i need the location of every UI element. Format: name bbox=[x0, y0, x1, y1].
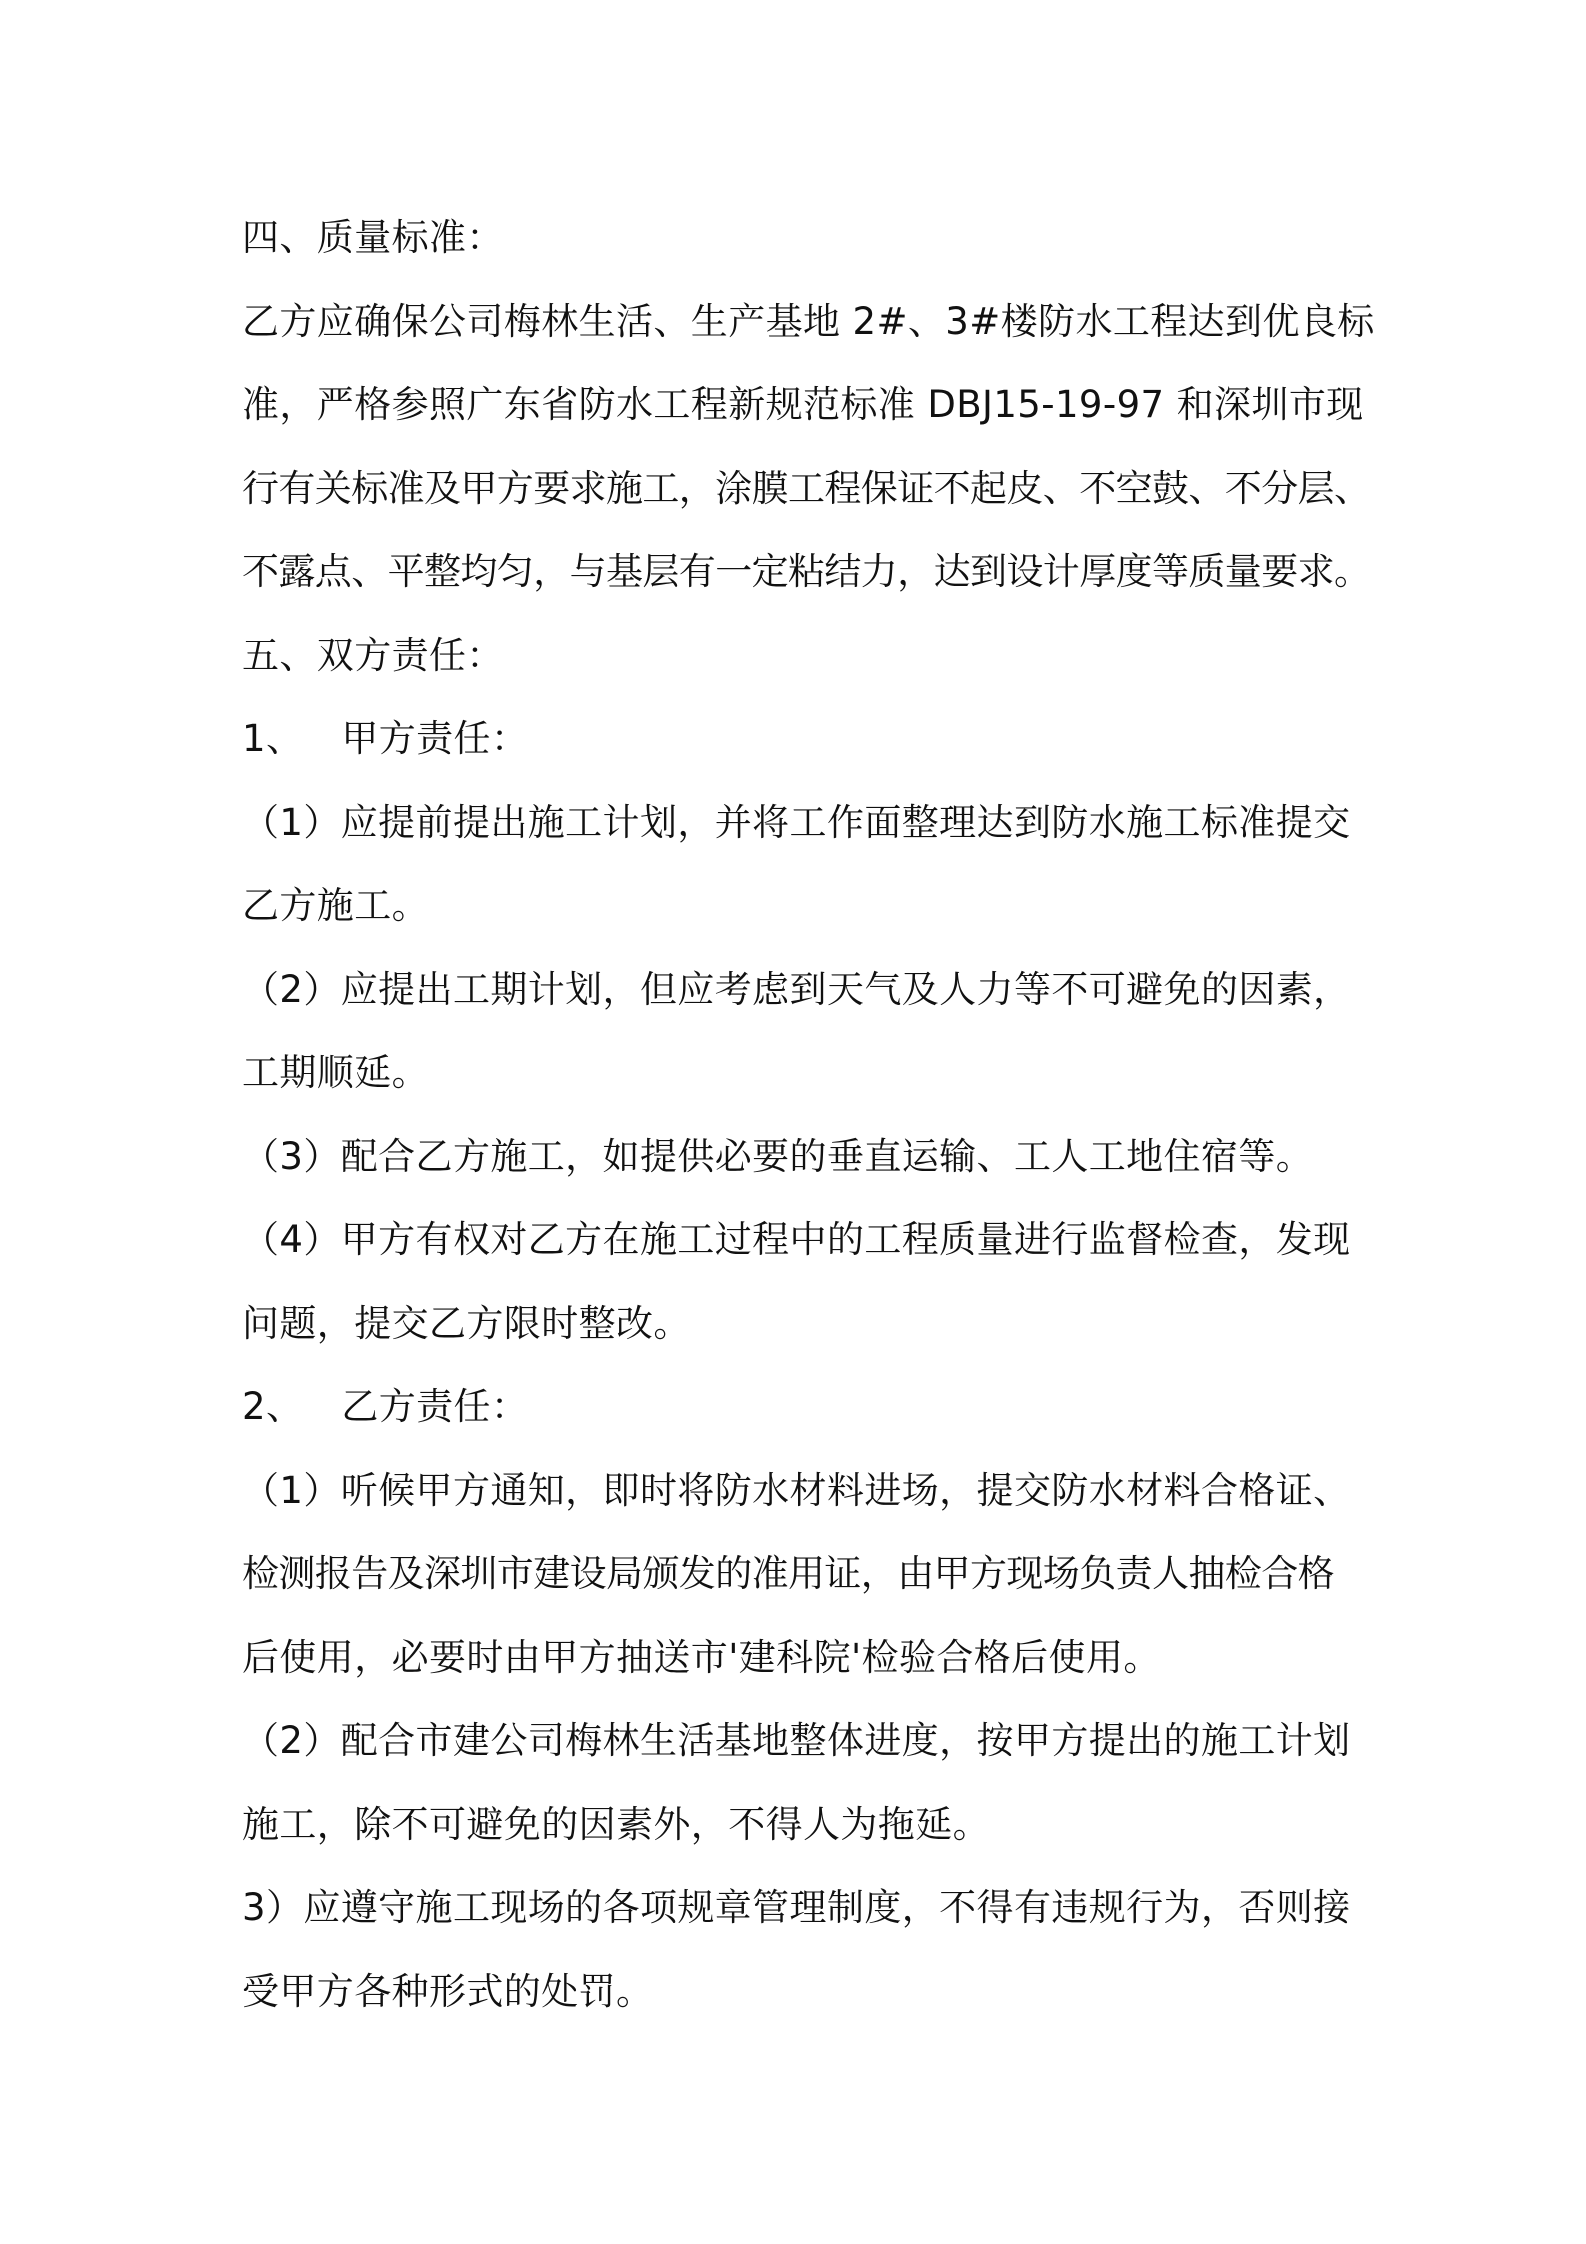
section-heading-quality-standard: 四、质量标准： bbox=[242, 216, 504, 259]
party-b-line-7: 受甲方各种形式的处罚。 bbox=[242, 1969, 654, 2013]
quality-paragraph-line-2: 准，严格参照广东省防水工程新规范标准 DBJ15-19-97 和深圳市现 bbox=[242, 383, 1364, 426]
quality-paragraph-line-4: 不露点、平整均匀，与基层有一定粘结力，达到设计厚度等质量要求。 bbox=[242, 550, 1371, 593]
party-b-line-1: （1）听候甲方通知，即时将防水材料进场，提交防水材料合格证、 bbox=[242, 1468, 1351, 1512]
party-b-line-2: 检测报告及深圳市建设局颁发的准用证，由甲方现场负责人抽检合格 bbox=[242, 1552, 1334, 1595]
party-a-line-3: （2）应提出工期计划，但应考虑到天气及人力等不可避免的因素， bbox=[242, 967, 1351, 1011]
quality-paragraph-line-3: 行有关标准及甲方要求施工，涂膜工程保证不起皮、不空鼓、不分层、 bbox=[242, 466, 1371, 510]
party-b-title: 乙方责任： bbox=[341, 1385, 529, 1428]
party-a-number: 1、 bbox=[242, 717, 304, 760]
party-a-line-4: 工期顺延。 bbox=[242, 1051, 429, 1094]
party-b-line-6: 3）应遵守施工现场的各项规章管理制度，不得有违规行为，否则接 bbox=[242, 1886, 1351, 1929]
party-b-number: 2、 bbox=[242, 1385, 304, 1428]
party-b-heading bbox=[242, 1365, 1352, 1449]
party-a-line-7: 问题，提交乙方限时整改。 bbox=[242, 1301, 691, 1345]
party-a-heading bbox=[242, 697, 1352, 781]
party-a-line-1: （1）应提前提出施工计划，并将工作面整理达到防水施工标准提交 bbox=[242, 800, 1351, 844]
party-a-line-2: 乙方施工。 bbox=[242, 884, 429, 927]
party-a-line-6: （4）甲方有权对乙方在施工过程中的工程质量进行监督检查，发现 bbox=[242, 1218, 1351, 1261]
document-body bbox=[242, 196, 1375, 2033]
party-a-line-5: （3）配合乙方施工，如提供必要的垂直运输、工人工地住宿等。 bbox=[242, 1134, 1314, 1178]
party-a-title: 甲方责任： bbox=[341, 717, 529, 760]
section-heading-responsibilities: 五、双方责任： bbox=[242, 633, 504, 677]
party-b-line-3: 后使用，必要时由甲方抽送市'建科院'检验合格后使用。 bbox=[242, 1635, 1161, 1679]
party-b-line-4: （2）配合市建公司梅林生活基地整体进度，按甲方提出的施工计划 bbox=[242, 1719, 1351, 1762]
party-b-line-5: 施工，除不可避免的因素外，不得人为拖延。 bbox=[242, 1802, 990, 1846]
quality-paragraph-line-1: 乙方应确保公司梅林生活、生产基地 2#、3#楼防水工程达到优良标 bbox=[242, 299, 1375, 343]
